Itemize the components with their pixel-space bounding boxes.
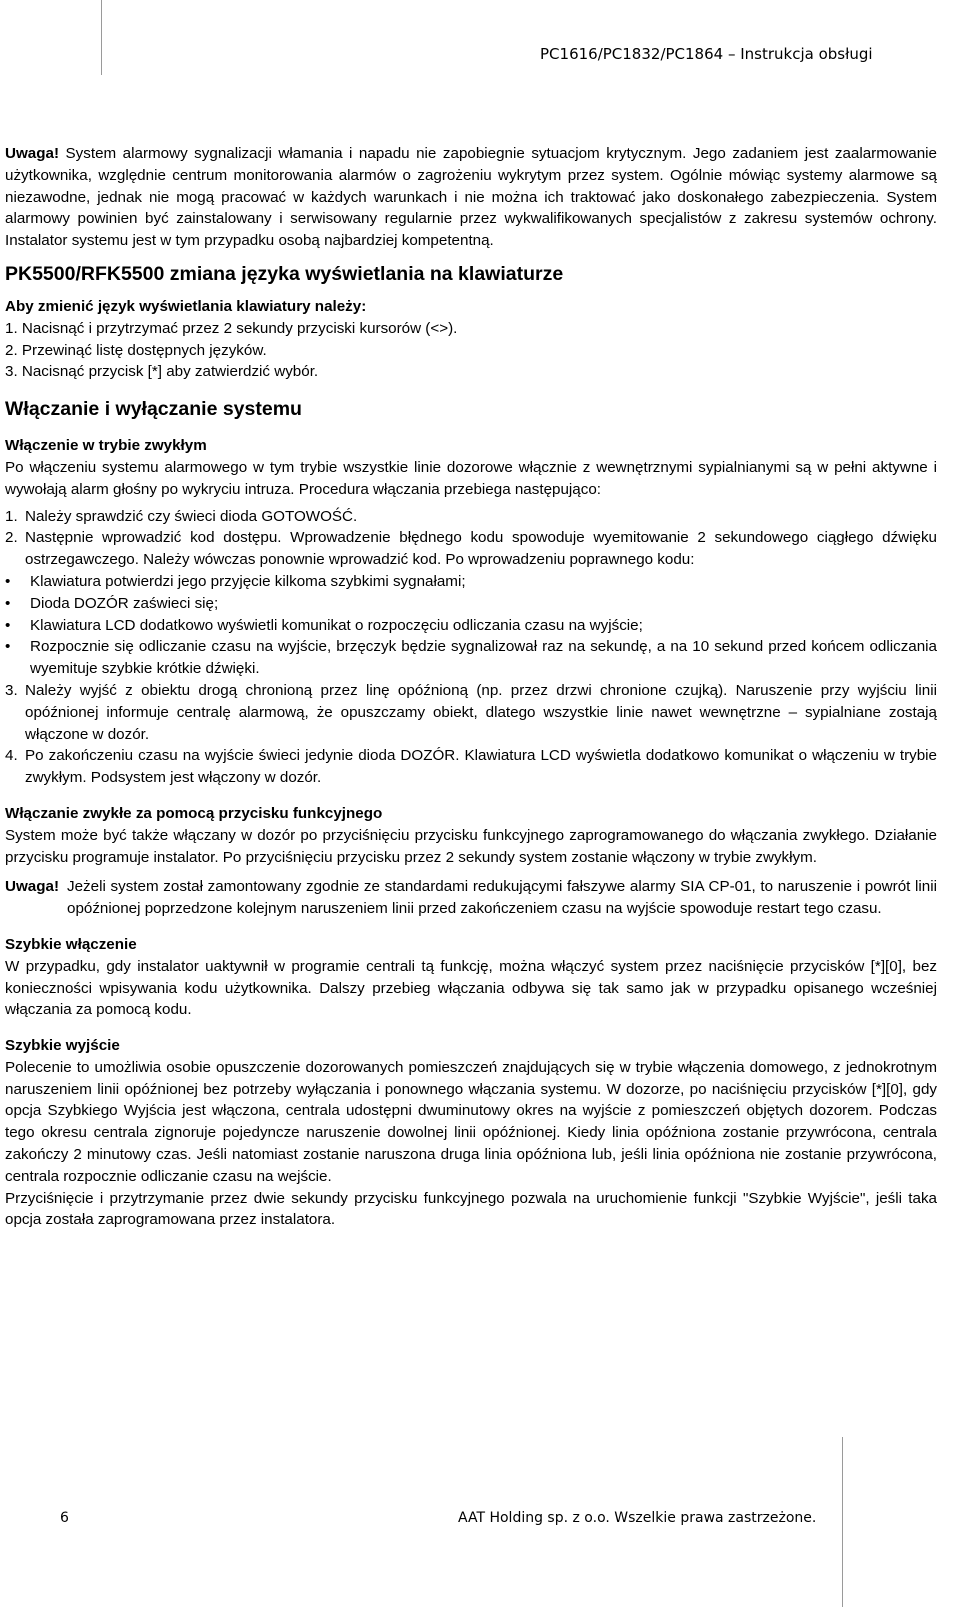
arming-step-2: 2. Następnie wprowadzić kod dostępu. Wprowadzenie błędnego kodu spowoduje wyemitowanie 2 sekundowego ciągłego dźwięku ostrzegawczego. Należy wówczas ponownie wprowadzić kod. Po wprowadzeniu poprawnego kodu:	[5, 529, 937, 569]
warning-label: Uwaga!	[5, 145, 60, 162]
warning-2-paragraph: Uwaga! Jeżeli system został zamontowany zgodnie ze standardami redukującymi fałszywe alarmy SIA CP-01, to naruszenie i powrót linii opóźnionej poprzedzone kolejnym naruszeniem linii przed zakończeniem czasu na wyjście spowoduje restart tego czasu.	[5, 878, 937, 918]
language-section-heading: PK5500/RFK5500 zmiana języka wyświetlania na klawiaturze	[5, 262, 564, 285]
arming-bullet-2: • Dioda DOZÓR zaświeci się;	[5, 594, 219, 612]
quick-arm-text: W przypadku, gdy instalator uaktywnił w programie centrali tą funkcję, można włączyć system przez naciśnięcie przycisków [*][0], bez konieczności wpisywania kodu użytkownika. Dalszy przebieg włączania odbywa się tak samo jak w przypadku opisanego wcześniej włączania za pomocą kodu.	[5, 957, 937, 1019]
document-body	[5, 143, 937, 1231]
function-key-text: System może być także włączany w dozór po przyciśnięciu przycisku funkcyjnego zaprogramowanego do włączania zwykłego. Działanie przycisku programuje instalator. Po przyciśnięciu przycisku przez 2 sekundy system zostanie włączony w trybie zwykłym.	[5, 826, 937, 866]
language-step-2: 2. Przewinąć listę dostępnych języków.	[5, 341, 267, 359]
arming-bullet-4: • Rozpocznie się odliczanie czasu na wyjście, brzęczyk będzie sygnalizował raz na sekundę, a na 10 sekund przed końcem odliczania wyemituje szybkie krótkie dźwięki.	[5, 638, 937, 678]
normal-arming-intro: Po włączeniu systemu alarmowego w tym trybie wszystkie linie dozorowe włącznie z wewnętrznymi sypialnianymi są w pełni aktywne i wywołają alarm głośny po wykryciu intruza. Procedura włączania przebiega następująco:	[5, 458, 937, 498]
quick-exit-text-1: Polecenie to umożliwia osobie opuszczenie dozorowanych pomieszczeń znajdujących się w trybie włączenia domowego, z jednokrotnym naruszeniem linii opóźnionej bez potrzeby wyłączania i ponownego włączania systemu. W dozorze, po naciśnięciu przycisków [*][0], gdy opcja Szybkiego Wyjścia jest włączona, centrala udostępni dwuminutowy okres na wyjście z pomieszczeń objętych dozorem. Podczas tego okresu centrala zignoruje pojedyncze naruszenie dowolnej linii opóźnionej. Kiedy linia opóźniona zostanie przywrócona, centrala zakończy 2 minutowy czas. Jeśli natomiast zostanie naruszona druga linia opóźniona lub, jeśli linia opóźniona nie zostanie przywrócona, centrala rozpocznie odliczanie czasu na wejście.	[5, 1058, 937, 1185]
header-divider	[101, 0, 102, 75]
arming-step-3: 3. Należy wyjść z obiektu drogą chronioną przez linę opóźnioną (np. przez drzwi chronione czujką). Naruszenie przy wyjściu linii opóźnionej informuje centralę alarmową, że opuszczamy obiekt, dlatego wszystkie linie nawet wewnętrzne – sypialniane zostają włączone w dozór.	[5, 681, 937, 743]
quick-exit-text-2: Przyciśnięcie i przytrzymanie przez dwie sekundy przycisku funkcyjnego pozwala na uruchomienie funkcji "Szybkie Wyjście", jeśli taka opcja została zaprogramowana przez instalatora.	[5, 1189, 937, 1229]
page-number: 6	[60, 1510, 69, 1526]
arming-bullet-3: • Klawiatura LCD dodatkowo wyświetli komunikat o rozpoczęciu odliczania czasu na wyjście;	[5, 616, 643, 634]
arming-step-4: 4. Po zakończeniu czasu na wyjście świeci jedynie dioda DOZÓR. Klawiatura LCD wyświetla dodatkowo komunikat o włączeniu w trybie zwykłym. Podsystem jest włączony w dozór.	[5, 747, 937, 787]
warning-paragraph	[5, 143, 937, 252]
language-step-3: 3. Nacisnąć przycisk [*] aby zatwierdzić wybór.	[5, 363, 319, 381]
normal-arming-heading: Włączenie w trybie zwykłym	[5, 437, 207, 455]
footer-divider	[842, 1437, 843, 1607]
quick-exit-heading: Szybkie wyjście	[5, 1037, 120, 1055]
language-step-1: 1. Nacisnąć i przytrzymać przez 2 sekundy przyciski kursorów (<>).	[5, 319, 458, 337]
header-title: PC1616/PC1832/PC1864 – Instrukcja obsługi	[540, 45, 873, 63]
warning-text: System alarmowy sygnalizacji włamania i napadu nie zapobiegnie sytuacjom krytycznym. Jego zadaniem jest zaalarmowanie użytkownika, względnie centrum monitorowania alarmów o zagrożeniu wykrytym przez system. Ogólnie mówiąc systemy alarmowe są niezawodne, jednak nie mogą pracować w każdych warunkach i nie można ich traktować jako doskonałego zabezpieczenia. System alarmowy powinien być zainstalowany i serwisowany regularnie przez wykwalifikowanych specjalistów z zakresu systemów ochrony. Instalator systemu jest w tym przypadku osobą najbardziej kompetentną.	[5, 145, 937, 250]
arming-section-heading: Włączanie i wyłączanie systemu	[5, 398, 302, 421]
language-subheading: Aby zmienić język wyświetlania klawiatury należy:	[5, 297, 367, 315]
arming-bullet-1: • Klawiatura potwierdzi jego przyjęcie kilkoma szybkimi sygnałami;	[5, 572, 466, 590]
function-key-heading: Włączanie zwykłe za pomocą przycisku funkcyjnego	[5, 804, 383, 822]
footer-copyright: AAT Holding sp. z o.o. Wszelkie prawa zastrzeżone.	[458, 1510, 817, 1526]
arming-step-1: 1. Należy sprawdzić czy świeci dioda GOTOWOŚĆ.	[5, 507, 358, 525]
quick-arm-heading: Szybkie włączenie	[5, 935, 137, 953]
